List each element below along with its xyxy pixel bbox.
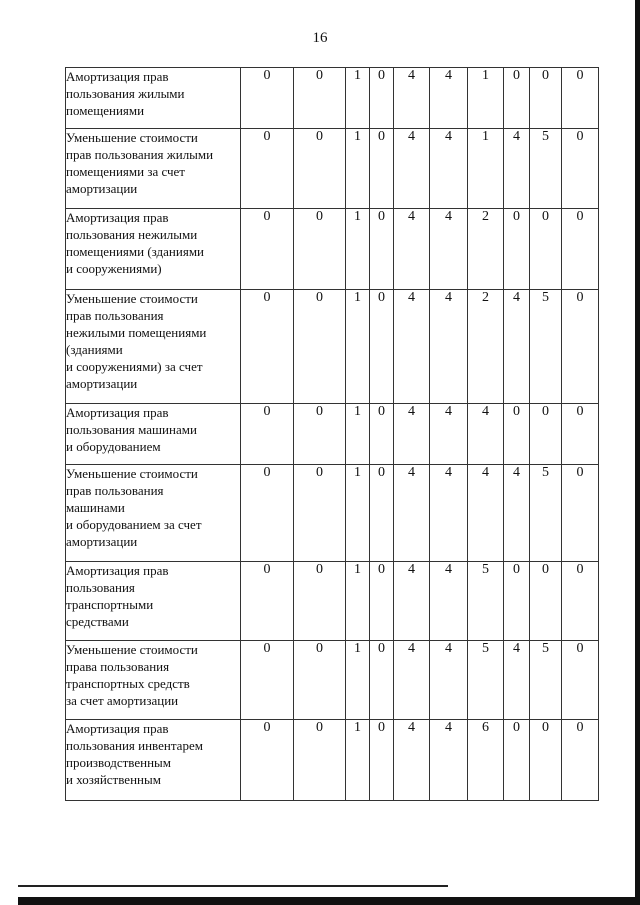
code-digit-cell: 4 — [430, 562, 468, 641]
code-digit-cell: 0 — [562, 720, 599, 801]
code-digit-cell: 0 — [294, 641, 346, 720]
code-digit-cell: 0 — [530, 720, 562, 801]
page-number: 16 — [312, 30, 328, 46]
row-label-cell: Амортизация прав пользования транспортными средствами — [66, 562, 241, 641]
table-row — [66, 641, 599, 720]
code-digit-cell: 6 — [468, 720, 504, 801]
code-digit-cell: 4 — [394, 641, 430, 720]
code-digit-cell: 5 — [530, 465, 562, 562]
code-digit-cell: 2 — [468, 290, 504, 404]
code-digit-cell: 0 — [504, 720, 530, 801]
code-digit-cell: 0 — [294, 720, 346, 801]
code-digit-cell: 0 — [241, 562, 294, 641]
code-digit-cell: 0 — [294, 562, 346, 641]
code-digit-cell: 0 — [562, 68, 599, 129]
code-digit-cell: 0 — [370, 720, 394, 801]
code-digit-cell: 0 — [562, 290, 599, 404]
code-digit-cell: 1 — [468, 68, 504, 129]
code-digit-cell: 0 — [562, 209, 599, 290]
code-digit-cell: 0 — [294, 129, 346, 209]
code-digit-cell: 0 — [241, 641, 294, 720]
code-digit-cell: 4 — [394, 209, 430, 290]
code-digit-cell: 5 — [530, 290, 562, 404]
code-digit-cell: 0 — [241, 129, 294, 209]
code-digit-cell: 5 — [468, 641, 504, 720]
code-digit-cell: 1 — [346, 641, 370, 720]
code-digit-cell: 4 — [430, 129, 468, 209]
account-code-table — [65, 67, 599, 801]
row-label-cell: Амортизация прав пользования нежилыми помещениями (зданиями и сооружениями) — [66, 209, 241, 290]
code-digit-cell: 0 — [370, 465, 394, 562]
code-digit-cell: 4 — [504, 465, 530, 562]
table-row — [66, 720, 599, 801]
scan-edge-bottom — [18, 897, 640, 905]
code-digit-cell: 0 — [370, 209, 394, 290]
code-digit-cell: 0 — [562, 562, 599, 641]
code-digit-cell: 0 — [504, 68, 530, 129]
code-digit-cell: 1 — [468, 129, 504, 209]
code-digit-cell: 4 — [468, 465, 504, 562]
code-digit-cell: 4 — [394, 68, 430, 129]
row-label-cell: Амортизация прав пользования жилыми помещениями — [66, 68, 241, 129]
code-digit-cell: 4 — [430, 720, 468, 801]
code-digit-cell: 4 — [394, 129, 430, 209]
code-digit-cell: 4 — [394, 465, 430, 562]
code-digit-cell: 4 — [394, 404, 430, 465]
code-digit-cell: 4 — [430, 404, 468, 465]
table-row — [66, 129, 599, 209]
code-digit-cell: 0 — [504, 404, 530, 465]
code-digit-cell: 0 — [241, 209, 294, 290]
row-label-cell: Уменьшение стоимости прав пользования жилыми помещениями за счет амортизации — [66, 129, 241, 209]
code-digit-cell: 4 — [504, 129, 530, 209]
code-digit-cell: 1 — [346, 562, 370, 641]
code-digit-cell: 0 — [562, 641, 599, 720]
code-digit-cell: 4 — [504, 641, 530, 720]
code-digit-cell: 0 — [562, 404, 599, 465]
code-digit-cell: 4 — [394, 562, 430, 641]
code-digit-cell: 1 — [346, 720, 370, 801]
code-digit-cell: 0 — [530, 562, 562, 641]
code-digit-cell: 1 — [346, 465, 370, 562]
table-row — [66, 290, 599, 404]
code-digit-cell: 5 — [530, 129, 562, 209]
code-digit-cell: 0 — [370, 290, 394, 404]
code-digit-cell: 0 — [562, 465, 599, 562]
code-digit-cell: 4 — [430, 465, 468, 562]
table-row — [66, 209, 599, 290]
code-digit-cell: 0 — [294, 290, 346, 404]
code-digit-cell: 1 — [346, 404, 370, 465]
code-digit-cell: 4 — [394, 290, 430, 404]
code-digit-cell: 0 — [504, 562, 530, 641]
code-digit-cell: 0 — [294, 209, 346, 290]
table-row — [66, 68, 599, 129]
code-digit-cell: 5 — [530, 641, 562, 720]
code-digit-cell: 0 — [370, 68, 394, 129]
code-digit-cell: 0 — [294, 465, 346, 562]
code-digit-cell: 0 — [241, 465, 294, 562]
row-label-cell: Амортизация прав пользования инвентарем производственным и хозяйственным — [66, 720, 241, 801]
code-digit-cell: 0 — [370, 404, 394, 465]
code-digit-cell: 0 — [530, 68, 562, 129]
code-digit-cell: 0 — [370, 562, 394, 641]
table-row — [66, 465, 599, 562]
table-row — [66, 404, 599, 465]
code-digit-cell: 0 — [530, 404, 562, 465]
code-digit-cell: 1 — [346, 129, 370, 209]
code-digit-cell: 2 — [468, 209, 504, 290]
code-digit-cell: 0 — [241, 68, 294, 129]
code-digit-cell: 4 — [430, 68, 468, 129]
code-digit-cell: 0 — [504, 209, 530, 290]
scan-edge-right — [635, 0, 640, 905]
code-digit-cell: 0 — [294, 68, 346, 129]
row-label-cell: Уменьшение стоимости прав пользования машинами и оборудованием за счет амортизации — [66, 465, 241, 562]
code-digit-cell: 4 — [394, 720, 430, 801]
code-digit-cell: 4 — [430, 209, 468, 290]
code-digit-cell: 4 — [430, 290, 468, 404]
code-digit-cell: 1 — [346, 209, 370, 290]
row-label-cell: Амортизация прав пользования машинами и оборудованием — [66, 404, 241, 465]
code-digit-cell: 5 — [468, 562, 504, 641]
code-digit-cell: 4 — [504, 290, 530, 404]
footer-rule — [18, 885, 448, 887]
code-digit-cell: 0 — [294, 404, 346, 465]
code-digit-cell: 0 — [562, 129, 599, 209]
code-digit-cell: 0 — [370, 641, 394, 720]
code-digit-cell: 1 — [346, 68, 370, 129]
code-digit-cell: 0 — [241, 404, 294, 465]
row-label-cell: Уменьшение стоимости прав пользования нежилыми помещениями (зданиями и сооружениями) за счет амортизации — [66, 290, 241, 404]
code-digit-cell: 0 — [370, 129, 394, 209]
code-digit-cell: 1 — [346, 290, 370, 404]
code-digit-cell: 0 — [530, 209, 562, 290]
code-digit-cell: 0 — [241, 290, 294, 404]
code-digit-cell: 0 — [241, 720, 294, 801]
row-label-cell: Уменьшение стоимости права пользования транспортных средств за счет амортизации — [66, 641, 241, 720]
code-digit-cell: 4 — [468, 404, 504, 465]
table-row — [66, 562, 599, 641]
code-digit-cell: 4 — [430, 641, 468, 720]
